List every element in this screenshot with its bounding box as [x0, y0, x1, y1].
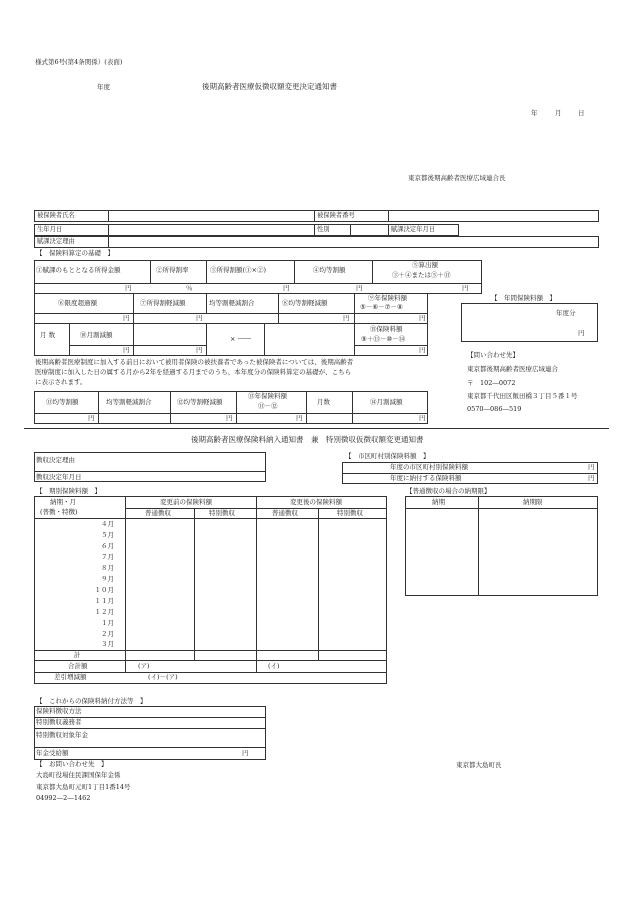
basis-income-reduce: ⑦所得割軽減額: [140, 299, 186, 307]
city-heading: 【 市区町村別保険料額 】: [345, 452, 430, 460]
unit: 円: [196, 346, 203, 354]
contact1-line: 東京都千代田区飯田橋３丁目５番１号: [467, 392, 578, 400]
unit: 円: [242, 749, 249, 757]
contact2-line: 東京都大島町元町1丁目1番14号: [36, 783, 131, 791]
month-row: ６月: [101, 542, 114, 550]
col-month: 納期・月: [50, 498, 76, 506]
month-row: ３月: [101, 640, 114, 648]
times-sign: ×: [230, 335, 236, 343]
unit: 円: [196, 314, 203, 322]
row4-annual-formula: ⑪－⑫: [258, 402, 278, 410]
month-row: ７月: [101, 553, 114, 561]
row4-equal: ⑪均等割額: [46, 398, 79, 406]
unit: 円: [123, 314, 130, 322]
insured-name-label: 被保険者氏名: [35, 211, 109, 222]
basis-income: ①賦課のもととなる所得金額: [36, 266, 121, 274]
unit: 円: [125, 284, 132, 292]
insured-table-2: [34, 224, 459, 236]
unit: ％: [186, 284, 193, 292]
basis-equal-reduce: ⑧均等割軽減額: [282, 299, 328, 307]
contact1-heading: 【問い合わせ先】: [467, 351, 519, 359]
row4-reduce: ⑫均等割軽減額: [177, 398, 223, 406]
month-row: ８月: [101, 564, 114, 572]
basis-equal-amount: ④均等割額: [313, 266, 346, 274]
unit: 円: [88, 414, 95, 422]
decision-reason-value: [109, 237, 599, 248]
unit: 円: [419, 314, 426, 322]
month-row: ２月: [101, 630, 114, 638]
month-row: ４月: [101, 520, 114, 528]
month-row: １１月: [94, 597, 114, 605]
col-before: 変更前の保険料額: [160, 498, 212, 506]
unit: 円: [588, 463, 595, 471]
row3-annual-formula: ⑨＋⑬－⑩－⑭: [361, 335, 406, 343]
deadline-table: [405, 496, 598, 596]
decision-date: 徴収決定年月日: [36, 473, 82, 481]
page-title: 後期高齢者医療仮徴収額変更決定通知書: [202, 82, 337, 91]
insured-number-label: 被保険者番号: [315, 211, 389, 222]
contact1-line: 〒 102―0072: [467, 379, 516, 387]
deadline-heading: 【普通徴収の場合の納期限】: [406, 487, 491, 495]
mayor: 東京都大島町長: [456, 761, 502, 769]
col-after: 変更後の保険料額: [290, 498, 342, 506]
basis-income-rate: ②所得割率: [156, 266, 189, 274]
row3-monthly: ⑩月割減額: [80, 331, 113, 339]
decision-date-label: 賦課決定年月日: [389, 225, 459, 236]
unit: 円: [226, 414, 233, 422]
basis-limit-over: ⑥限度超過額: [58, 299, 97, 307]
row3-annual: ⑮保険料額: [370, 325, 403, 333]
month-row: １０月: [94, 586, 114, 594]
city-row1: 年度の市区町村別保険料額: [390, 463, 468, 471]
form-id: 様式第6号(第4条関係）(表面): [35, 58, 123, 66]
section-divider: [24, 428, 609, 429]
unit: 円: [123, 346, 130, 354]
sub-normal: 普通徴収: [272, 509, 298, 517]
deadline-col2: 納期限: [523, 498, 543, 506]
sub-special: 特別徴収: [337, 509, 363, 517]
method-heading: 【 これからの保険料納付方法等 】: [36, 697, 147, 705]
dash-sign: ――: [238, 334, 251, 342]
birth-value: [109, 225, 315, 236]
deadline-col1: 納期: [432, 498, 445, 506]
col-month-sub: (普徴・特徴): [40, 508, 78, 516]
diff-label: 差引増減額: [54, 673, 87, 681]
basis-heading: 【 保険料算定の基礎 】: [36, 249, 114, 257]
row4-annual: ⑬年保険料額: [248, 392, 287, 400]
date-day: 日: [578, 109, 585, 117]
unit: 円: [419, 414, 426, 422]
basis-annual: ⑨年保険料額: [368, 294, 407, 302]
year-label: 年度: [97, 83, 110, 91]
contact2-line: 04992―2―1462: [36, 794, 91, 802]
decision-reason: 徴収決定理由: [36, 456, 75, 464]
unit: 円: [283, 284, 290, 292]
annual-unit: 円: [578, 329, 585, 337]
basis-equal-reduce-rate: 均等割軽減割合: [209, 299, 255, 307]
city-row2: 年度に納付する保険料額: [390, 474, 462, 482]
birth-label: 生年月日: [35, 225, 109, 236]
annual-heading: 【 年間保険料額 】: [491, 294, 556, 302]
basis-note-1: 後期高齢者医療制度に加入する前日において被用者保険の被扶養者であった被保険者については、後期高齢者: [35, 358, 354, 366]
basis-annual-formula: ⑤－⑥－⑦－⑧: [360, 303, 403, 311]
unit: 円: [296, 414, 303, 422]
basis-income-amount: ③所得割額(①×②): [210, 266, 267, 274]
month-row: ９月: [101, 575, 114, 583]
basis-note-2: 医療制度に加入した日の属する月から2年を経過する月までのうち、本年度分の保険料算定の基礎が、こちら: [35, 368, 352, 376]
insured-number-value: [389, 211, 599, 222]
method-row: 特別徴収対象年金: [36, 731, 88, 739]
basis-note-3: に表示されます。: [35, 378, 87, 386]
month-row: １月: [101, 619, 114, 627]
unit: 円: [588, 474, 595, 482]
total-label: 計: [74, 651, 81, 659]
unit: 円: [419, 346, 426, 354]
contact1-line: 0570―086―519: [467, 405, 522, 413]
month-row: １２月: [94, 608, 114, 616]
annual-period: 年度分: [556, 309, 576, 317]
sub-normal: 普通徴収: [145, 509, 171, 517]
date-month: 月: [555, 109, 562, 117]
row4-reduce-rate: 均等割軽減割合: [106, 398, 152, 406]
sum-a: (ア): [138, 662, 150, 670]
section2-title: 後期高齢者医療保険料納入通知書 兼 特別徴収仮徴収額変更通知書: [191, 435, 424, 444]
row4-monthly: ⑭月割減額: [370, 398, 403, 406]
row4-months: 月数: [317, 398, 330, 406]
contact2-line: 大島町役場住民課国保年金係: [36, 771, 121, 779]
insured-table: [34, 210, 599, 222]
contact1-line: 東京都後期高齢者医療広域連合: [467, 365, 558, 373]
method-row: 特別徴収義務者: [36, 718, 82, 726]
insured-table-3: [34, 236, 599, 248]
month-row: ５月: [101, 531, 114, 539]
method-row: 保険料徴収方法: [36, 707, 82, 715]
diff-formula: (イ)－(ア): [148, 673, 178, 681]
insured-name-value: [109, 211, 315, 222]
sum-label: 合計額: [68, 662, 88, 670]
contact2-heading: 【 お問い合わせ先 】: [36, 760, 108, 768]
sex-label: 性別: [315, 225, 351, 236]
method-row: 年金受給額: [36, 749, 69, 757]
unit: 円: [356, 284, 363, 292]
decision-reason-label: 賦課決定理由: [35, 237, 109, 248]
sub-special: 特別徴収: [209, 509, 235, 517]
sex-value: [351, 225, 389, 236]
row3-months: 月 数: [40, 331, 56, 339]
basis-calc-formula: ③＋④または⑤＋⑪: [392, 271, 451, 279]
issuer: 東京都後期高齢者医療広域連合長: [408, 174, 506, 182]
unit: 円: [462, 284, 469, 292]
sum-i: (イ): [268, 662, 280, 670]
unit: 円: [343, 314, 350, 322]
date-year: 年: [531, 109, 538, 117]
basis-calc: ⑤算出額: [412, 261, 438, 269]
period-heading: 【 期別保険料額 】: [36, 487, 101, 495]
